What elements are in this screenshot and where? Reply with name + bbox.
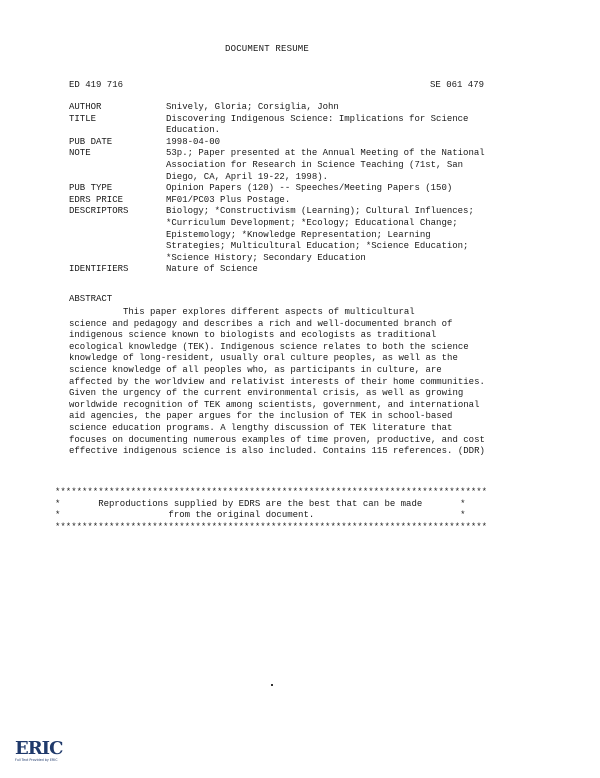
ed-number: ED 419 716 <box>69 80 124 90</box>
abstract-line: affected by the worldview and relativist interests of their home communities. <box>69 376 485 387</box>
metadata-fields <box>69 102 549 276</box>
field-value-line: Nature of Science <box>166 264 258 275</box>
se-number: SE 061 479 <box>430 80 485 90</box>
field-label: NOTE <box>69 148 91 159</box>
field-value <box>166 264 549 276</box>
field-label: AUTHOR <box>69 102 102 112</box>
field-value-line: 1998-04-00 <box>166 136 221 147</box>
field-value <box>166 148 549 183</box>
field-row <box>69 183 549 195</box>
field-label: EDRS PRICE <box>69 194 124 205</box>
field-value <box>166 114 549 137</box>
reproduction-line: ******************************************************************************** <box>55 521 488 532</box>
field-value-line: Opinion Papers (120) -- Speeches/Meeting Papers (150) <box>166 183 453 194</box>
field-label: IDENTIFIERS <box>69 264 129 275</box>
abstract-line: worldwide recognition of TEK among scientists, government, and international <box>69 399 480 410</box>
field-value <box>166 137 549 149</box>
field-value-line: Diego, CA, April 19-22, 1998). <box>166 171 329 182</box>
eric-logo-subtext: Full Text Provided by ERIC <box>15 758 58 762</box>
field-value-line: *Curriculum Development; *Ecology; Educational Change; <box>166 217 458 228</box>
field-value-line: Biology; *Constructivism (Learning); Cultural Influences; <box>166 206 474 217</box>
field-label: PUB TYPE <box>69 183 113 194</box>
field-value-line: *Science History; Secondary Education <box>166 252 366 263</box>
abstract-line: indigenous science known to biologists and ecologists as traditional <box>69 330 437 341</box>
field-value <box>166 206 549 264</box>
abstract-line: knowledge of long-resident, usually oral culture peoples, as well as the <box>69 353 458 364</box>
field-row <box>69 195 549 207</box>
page-mark <box>271 684 273 686</box>
field-label: DESCRIPTORS <box>69 206 129 217</box>
field-value-line: Association for Research in Science Teaching (71st, San <box>166 159 464 170</box>
field-row <box>69 114 549 137</box>
field-label: PUB DATE <box>69 136 113 147</box>
abstract-line: aid agencies, the paper argues for the inclusion of TEK in school-based <box>69 411 453 422</box>
reproduction-line: ******************************************************************************** <box>55 487 488 497</box>
field-row <box>69 206 549 264</box>
reproduction-notice <box>55 487 555 533</box>
field-label: TITLE <box>69 113 97 124</box>
field-value-line: 53p.; Paper presented at the Annual Meeting of the National <box>166 148 485 159</box>
abstract-line: science education programs. A lengthy discussion of TEK literature that <box>69 422 453 433</box>
abstract-line: ecological knowledge (TEK). Indigenous science relates to both the science <box>69 341 469 352</box>
abstract-line: science knowledge of all peoples who, as participants in culture, are <box>69 364 442 375</box>
field-row <box>69 264 549 276</box>
abstract-line: This paper explores different aspects of multicultural <box>69 307 415 317</box>
abstract-text <box>69 307 549 458</box>
field-value-line: MF01/PC03 Plus Postage. <box>166 194 291 205</box>
field-value-line: Snively, Gloria; Corsiglia, John <box>166 102 339 112</box>
abstract-line: effective indigenous science is also included. Contains 115 references. (DDR) <box>69 446 485 457</box>
field-value <box>166 195 549 207</box>
field-value-line: Education. <box>166 125 221 136</box>
field-value-line: Discovering Indigenous Science: Implications for Science <box>166 113 469 124</box>
eric-logo <box>15 738 63 768</box>
reproduction-line: * from the original document. * <box>55 510 466 521</box>
field-value <box>166 183 549 195</box>
field-value-line: Epistemology; *Knowledge Representation; Learning <box>166 229 431 240</box>
abstract-line: science and pedagogy and describes a rich and well-documented branch of <box>69 318 453 329</box>
document-title: DOCUMENT RESUME <box>225 44 310 54</box>
abstract-line: focuses on documenting numerous examples of time proven, productive, and cost <box>69 434 485 445</box>
field-value-line: Strategies; Multicultural Education; *Science Education; <box>166 241 469 252</box>
field-row <box>69 102 549 114</box>
abstract-label: ABSTRACT <box>69 294 113 304</box>
reproduction-line: * Reproductions supplied by EDRS are the best that can be made * <box>55 498 466 509</box>
abstract-line: Given the urgency of the current environmental crisis, as well as growing <box>69 388 464 399</box>
field-row <box>69 137 549 149</box>
eric-logo-text: ERIC <box>15 738 63 759</box>
field-row <box>69 148 549 183</box>
field-value <box>166 102 549 114</box>
